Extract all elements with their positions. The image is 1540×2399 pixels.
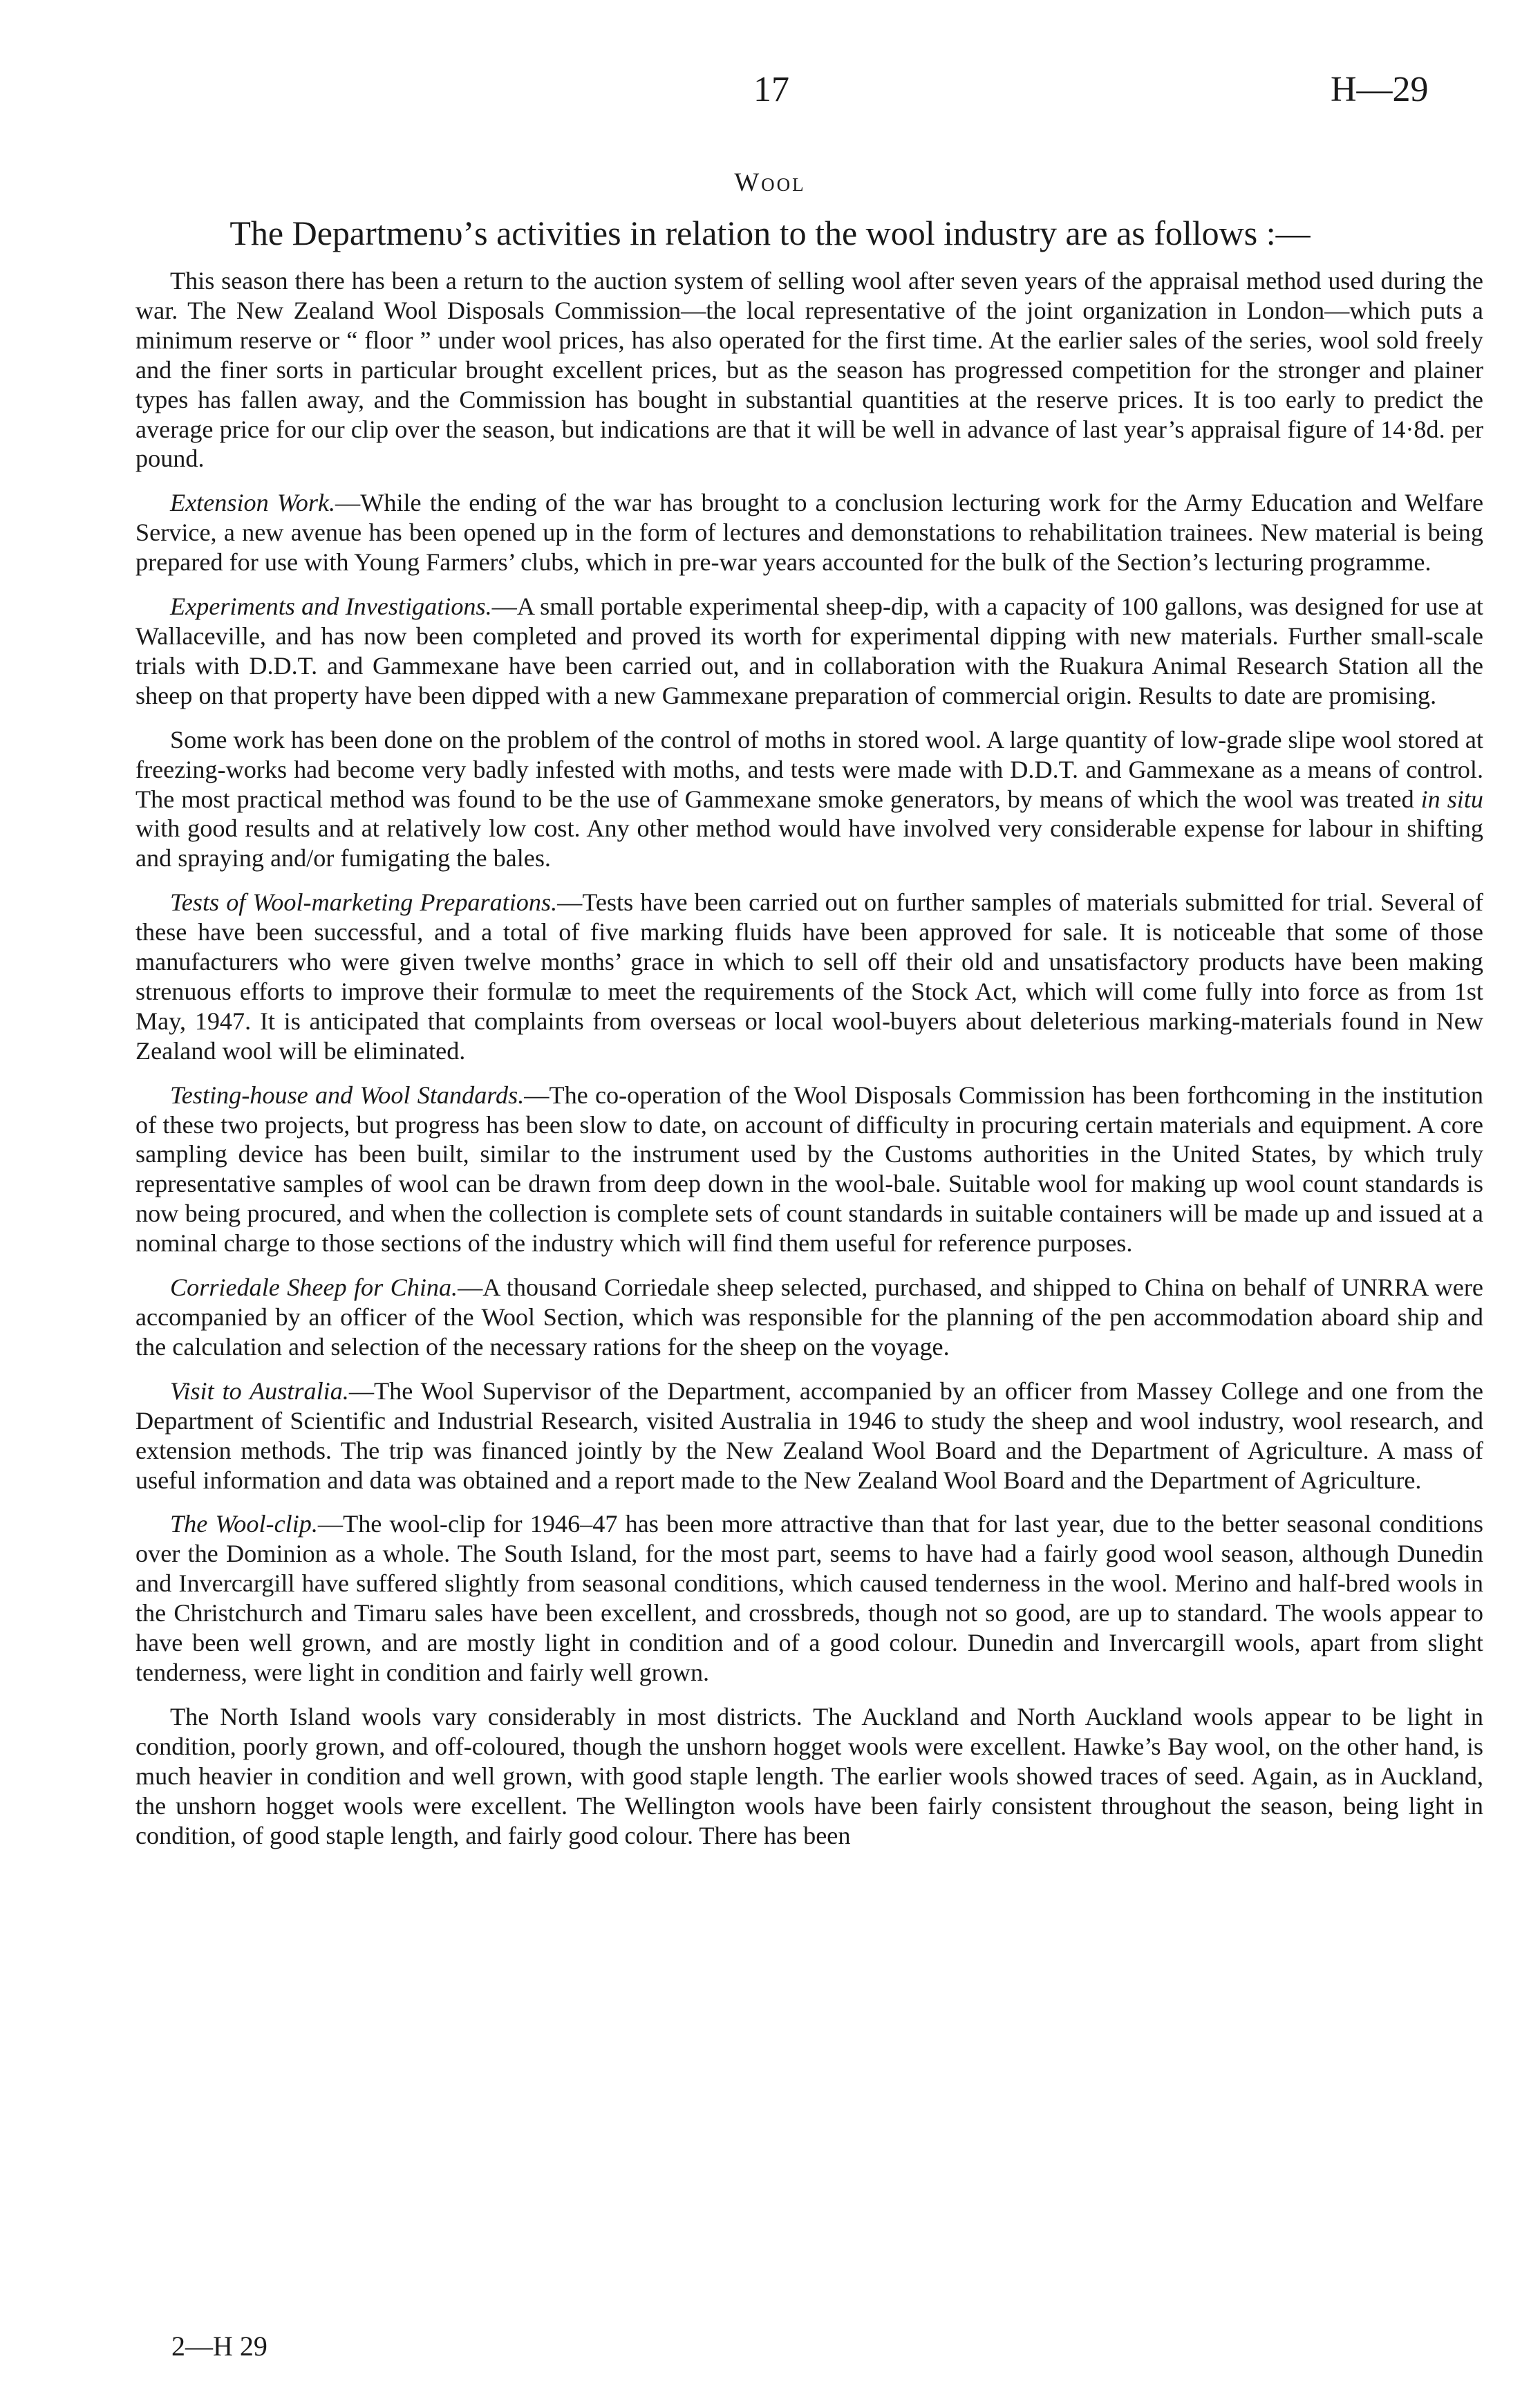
paragraph-heading: Corriedale Sheep for China. (170, 1273, 458, 1302)
paragraph (135, 592, 1483, 711)
document-series-code: H—29 (1331, 70, 1429, 109)
paragraph (135, 1081, 1483, 1258)
paragraph-text: The North Island wools vary considerably in most districts. The Auckland and North Auckland wools appear to be light in condition, poorly grown, and off-coloured, though the unshorn hogget wools were excellent. Hawke’s Bay wool, on the other hand, is much heavier in condition and well grown, with good staple length. The earlier wools showed traces of seed. Again, as in Auckland, the unshorn hogget wools were excellent. The Wellington wools have been fairly consistent throughout the season, being light in condition, of good staple length, and fairly good colour. There has been (135, 1702, 1483, 1849)
section-subtitle: The Departmenυ’s activities in relation to the wool industry are as follows :— (229, 214, 1311, 252)
paragraph (135, 888, 1483, 1065)
page-header (0, 69, 1540, 124)
page-footer: 2—H 29 (171, 2331, 267, 2362)
paragraph-heading: The Wool-clip. (170, 1510, 318, 1538)
page-number: 17 (753, 70, 789, 109)
paragraph (135, 266, 1483, 474)
paragraph-text: —While the ending of the war has brought to a conclusion lecturing work for the Army Education and Welfare Service, a new avenue has been opened up in the form of lectures and demonstations to rehabilitation trainees. New material is being prepared for use with Young Farmers’ clubs, which in pre-war years accounted for the bulk of the Section’s lecturing programme. (135, 489, 1484, 577)
latin-phrase: in situ (1420, 785, 1483, 813)
paragraph-text: —A small portable experimental sheep-dip, with a capacity of 100 gallons, was designed for use at Wallaceville, and has now been completed and proved its worth for experimental dipping with new materials. Further small-scale trials with D.D.T. and Gammexane have been carried out, and in collaboration with the Ruakura Animal Research Station all the sheep on that property have been dipped with a new Gammexane preparation of commercial origin. Results to date are promising. (135, 592, 1483, 709)
paragraph-heading: Visit to Australia. (170, 1376, 349, 1405)
paragraph-text: Some work has been done on the problem of the control of moths in stored wool. A large quantity of low-grade slipe wool stored at freezing-works had become very badly infested with moths, and tests were made with D.D.T. and Gammexane as a means of control. The most practical method was found to be the use of Gammexane smoke generators, by means of which the wool was treated (135, 725, 1483, 813)
paragraph-text: —The wool-clip for 1946–47 has been more attractive than that for last year, due to the better seasonal conditions over the Dominion as a whole. The South Island, for the most part, seems to have had a fairly good wool season, although Dunedin and Invercargill have suffered slightly from seasonal conditions, which caused tenderness in the wool. Merino and half-bred wools in the Christchurch and Timaru sales have been excellent, and crossbreds, though not so good, are up to standard. The wools appear to have been well grown, and are mostly light in condition and of a good colour. Dunedin and Invercargill wools, apart from slight tenderness, were light in condition and fairly well grown. (135, 1510, 1483, 1686)
paragraph-text: —The Wool Supervisor of the Department, accompanied by an officer from Massey College and one from the Department of Scientific and Industrial Research, visited Australia in 1946 to study the sheep and wool industry, wool research, and extension methods. The trip was financed jointly by the New Zealand Wool Board and the Department of Agriculture. A mass of useful information and data was obtained and a report made to the New Zealand Wool Board and the Department of Agriculture. (135, 1376, 1483, 1494)
paragraph-heading: Experiments and Investigations. (170, 592, 492, 621)
body-text (135, 266, 1483, 1865)
paragraph-heading: Tests of Wool-marketing Preparations. (170, 888, 558, 917)
paragraph-text: —Tests have been carried out on further samples of materials submitted for trial. Several of these have been successful, and a total of five marking fluids have been approved for sale. It is noticeable that some of those manufacturers who were given twelve months’ grace in which to sell off their old and unsatisfactory products have been making strenuous efforts to improve their formulæ to meet the requirements of the Stock Act, which will come fully into force as from 1st May, 1947. It is anticipated that complaints from overseas or local wool-buyers about deleterious marking-materials found in New Zealand wool will be eliminated. (135, 888, 1483, 1065)
section-title: Wool (734, 168, 806, 197)
paragraph-heading: Testing-house and Wool Standards. (170, 1081, 525, 1109)
paragraph-text: —A thousand Corriedale sheep selected, purchased, and shipped to China on behalf of UNRRA were accompanied by an officer of the Wool Section, which was responsible for the planning of the pen accommodation aboard ship and the calculation and selection of the necessary rations for the sheep on the voyage. (135, 1273, 1483, 1361)
paragraph-text: with good results and at relatively low cost. Any other method would have involved very considerable expense for labour in shifting and spraying and/or fumigating the bales. (135, 814, 1483, 872)
paragraph-heading: Extension Work. (170, 489, 336, 517)
paragraph-text: This season there has been a return to the auction system of selling wool after seven years of the appraisal method used during the war. The New Zealand Wool Disposals Commission—the local representative of the joint organization in London—which puts a minimum reserve or “ floor ” under wool prices, has also operated for the first time. At the earlier sales of the series, wool sold freely and the finer sorts in particular brought excellent prices, but as the season has progressed competition for the stronger and plainer types has fallen away, and the Commission has bought in substantial quantities at the reserve prices. It is too early to predict the average price for our clip over the season, but indications are that it will be well in advance of last year’s appraisal figure of 14·8d. per pound. (135, 267, 1483, 473)
paragraph (135, 1702, 1483, 1851)
paragraph (135, 1376, 1483, 1495)
paragraph (135, 1509, 1483, 1687)
paragraph (135, 725, 1483, 874)
paragraph (135, 1273, 1483, 1362)
paragraph-text: —The co-operation of the Wool Disposals Commission has been forthcoming in the institution of these two projects, but progress has been slow to date, on account of difficulty in procuring certain materials and equipment. A core sampling device has been built, similar to the instrument used by the Customs authorities in the United States, by which truly representative samples of wool can be drawn from deep down in the wool-bale. Suitable wool for making up wool count standards is now being procured, and when the collection is complete sets of count standards in suitable containers will be made up and issued at a nominal charge to those sections of the industry which will find them useful for reference purposes. (135, 1081, 1483, 1258)
paragraph (135, 488, 1483, 577)
